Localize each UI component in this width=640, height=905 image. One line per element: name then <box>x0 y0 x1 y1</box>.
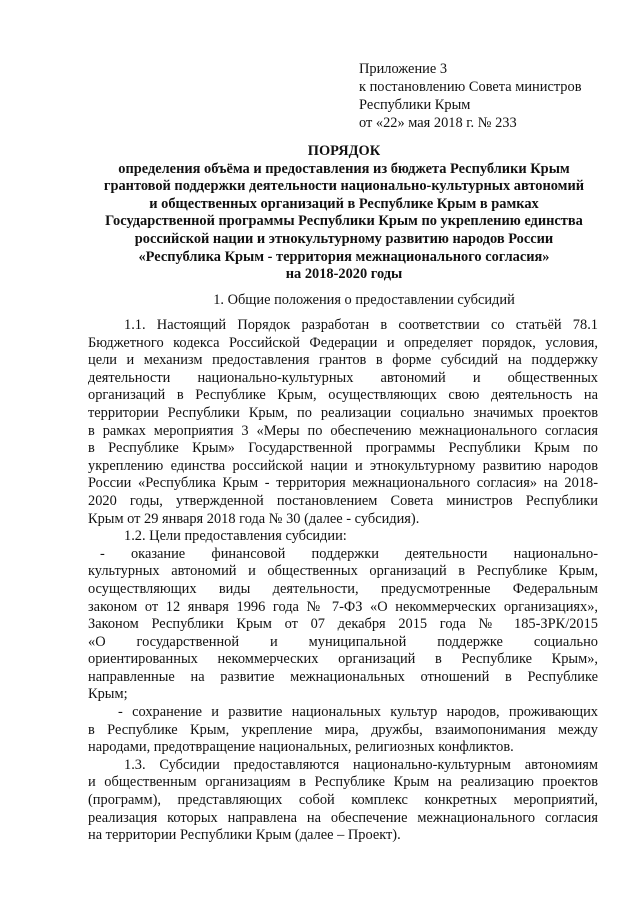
paragraph-line: деятельности национально-культурных автономий и общественных <box>88 369 598 386</box>
list-item-line: - сохранение и развитие национальных культур народов, проживающих <box>118 704 598 721</box>
paragraph-line: Бюджетного кодекса Российской Федерации и определяет порядок, условия, <box>88 334 598 351</box>
appendix-reference: к постановлению Совета министров <box>359 79 582 95</box>
paragraph-line: России «Республика Крым - территория межнационального согласия» на 2018- <box>88 475 598 492</box>
list-item-line: в Республике Крым, укрепление мира, дружбы, взаимопонимания между <box>88 721 598 738</box>
paragraph-line: укреплению единства российской нации и этнокультурному развитию народов <box>88 457 598 474</box>
appendix-number: Приложение 3 <box>359 61 448 77</box>
list-item-line: - оказание финансовой поддержки деятельности национально- <box>100 545 598 562</box>
paragraph-line: реализация которых направлена на обеспечение межнационального согласия <box>88 809 598 826</box>
paragraph-line: 2020 годы, утвержденной постановлением Совета министров Республики <box>88 492 598 509</box>
appendix-block <box>359 60 619 132</box>
list-item-line: «О государственной и муниципальной поддержке социально <box>88 633 598 650</box>
document-body <box>88 317 598 845</box>
subsection-heading: 1.2. Цели предоставления субсидии: <box>124 528 347 545</box>
list-item-line: Крым; <box>88 686 128 703</box>
paragraph-line: Крым от 29 января 2018 года № 30 (далее - субсидия). <box>88 510 420 527</box>
list-item-line: направленные на развитие межнациональных отношений в Республике <box>88 668 598 685</box>
paragraph-line: 1.1. Настоящий Порядок разработан в соответствии со статьёй 78.1 <box>124 317 598 333</box>
title-line: Государственной программы Республики Крым по укреплению единства <box>105 213 583 230</box>
list-item-line: ориентированных некоммерческих организаций в Республике Крым», <box>88 651 598 668</box>
paragraph-line: в Республике Крым» Государственной программы Республики Крым по <box>88 440 598 457</box>
list-item-line: Законом Республики Крым от 07 декабря 2015 года № 185-ЗРК/2015 <box>88 616 598 633</box>
list-item-line: народами, предотвращение национальных, религиозных конфликтов. <box>88 739 514 756</box>
paragraph-line: организаций в Республике Крым, осуществляющих свою деятельность на <box>88 387 598 404</box>
list-item-line: законом от 12 января 1996 года № 7-ФЗ «О некоммерческих организациях», <box>88 598 598 615</box>
paragraph-line: территории Республики Крым, по реализации социально значимых проектов <box>88 404 598 421</box>
title-heading: ПОРЯДОК <box>307 143 381 159</box>
section-heading: 1. Общие положения о предоставлении субсидий <box>213 292 515 308</box>
paragraph-line: и общественным организациям в Республике Крым на реализацию проектов <box>88 774 598 791</box>
appendix-date: от «22» мая 2018 г. № 233 <box>359 115 517 131</box>
paragraph-line: цели и механизм предоставления грантов в форме субсидий на поддержку <box>88 352 598 369</box>
paragraph-line: на территории Республики Крым (далее – Проект). <box>88 827 401 844</box>
title-line: грантовой поддержки деятельности национально-культурных автономий <box>103 178 585 195</box>
paragraph-line: (программ), представляющих собой комплекс конкретных мероприятий, <box>88 792 598 809</box>
title-line: российской нации и этнокультурному развитию народов России <box>134 230 554 247</box>
title-line: на 2018-2020 годы <box>285 266 403 283</box>
title-line: «Республика Крым - территория межнационального согласия» <box>138 248 550 265</box>
paragraph-line: в рамках мероприятия 3 «Меры по обеспечению межнационального согласия <box>88 422 598 439</box>
title-line: и общественных организаций в Республике Крым в рамках <box>149 195 539 212</box>
title-line: определения объёма и предоставления из бюджета Республики Крым <box>118 160 570 177</box>
appendix-reference-cont: Республики Крым <box>359 97 471 113</box>
document-title <box>88 143 600 284</box>
list-item-line: культурных автономий и общественных организаций в Республике Крым, <box>88 563 598 580</box>
paragraph-line: 1.3. Субсидии предоставляются национально-культурным автономиям <box>124 756 598 773</box>
list-item-line: осуществляющих виды деятельности, предусмотренные Федеральным <box>88 580 598 597</box>
